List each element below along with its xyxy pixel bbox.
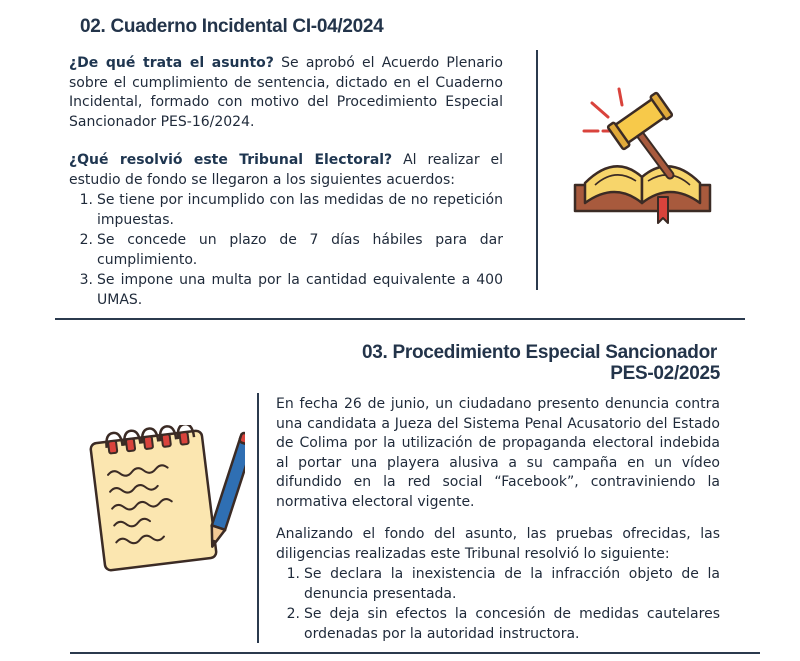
gavel-book-icon (570, 85, 720, 230)
section1-divider-vertical (536, 50, 538, 290)
section-title-pes-line2: PES-02/2025 (610, 363, 720, 384)
list-item: 1. Se declara la inexistencia de la infracción objeto de la denuncia presentada. (286, 566, 720, 602)
section-title-pes-line1: 03. Procedimiento Especial Sancionador (362, 342, 717, 363)
section-title-ci: 02. Cuaderno Incidental CI-04/2024 (80, 16, 384, 37)
section1-question1 (69, 54, 503, 132)
question1-label: ¿De qué trata el asunto? (69, 55, 274, 71)
list-item: 2. Se concede un plazo de 7 días hábiles para dar cumplimiento. (79, 232, 503, 268)
section1-agreements-list (69, 191, 503, 311)
section-divider-horizontal (55, 318, 745, 320)
list-item: 2. Se deja sin efectos la concesión de medidas cautelares ordenadas por la autoridad instructora. (286, 606, 720, 642)
question2-text: Al realizar el estudio de fondo se llegaron a los siguientes acuerdos: (69, 152, 503, 188)
section2-divider-vertical (257, 393, 259, 643)
section2-paragraph1: En fecha 26 de junio, un ciudadano presento denuncia contra una candidata a Jueza del Sistema Penal Acusatorio del Estado de Colima por la utilización de propaganda electoral indebida al portar una playera alusiva a su campaña en un vídeo difundido en la red social “Facebook”, contraviniendo la normativa electoral vigente. (276, 396, 720, 510)
section2-resolutions-list (276, 565, 720, 645)
section1-question2 (69, 151, 503, 190)
list-item: 3. Se impone una multa por la cantidad equivalente a 400 UMAS. (79, 272, 503, 308)
list-item: 1. Se tiene por incumplido con las medidas de no repetición impuestas. (79, 192, 503, 228)
section2-paragraph2: Analizando el fondo del asunto, las pruebas ofrecidas, las diligencias realizadas este Tribunal resolvió lo siguiente: (276, 526, 720, 562)
question1-text: Se aprobó el Acuerdo Plenario sobre el cumplimiento de sentencia, dictado en el Cuaderno Incidental, formado con motivo del Procedimiento Especial Sancionador PES-16/2024. (69, 55, 503, 130)
notepad-pencil-icon (80, 425, 245, 575)
question2-label: ¿Qué resolvió este Tribunal Electoral? (69, 152, 393, 168)
section-divider-bottom (70, 652, 760, 654)
